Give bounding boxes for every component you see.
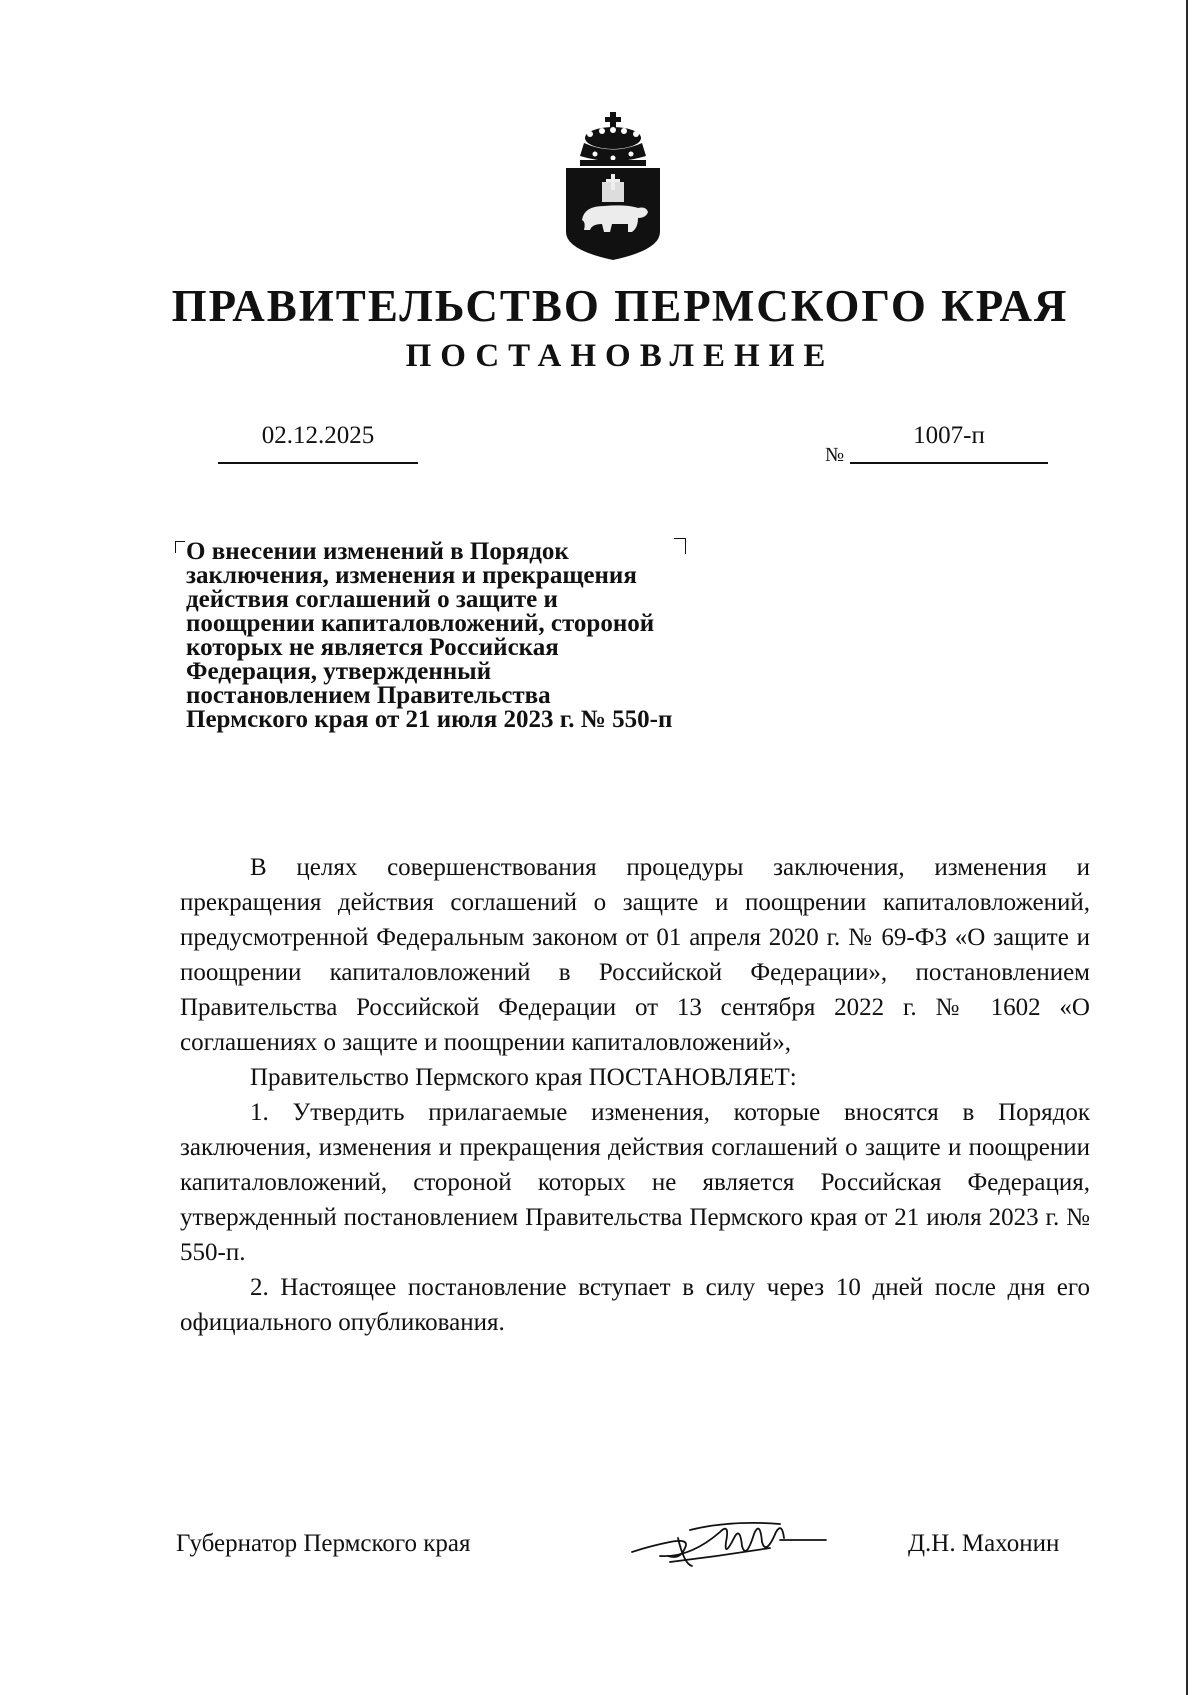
signatory-name: Д.Н. Махонин: [908, 1530, 1060, 1557]
preamble-paragraph: В целях совершенствования процедуры заключения, изменения и прекращения действия соглашений о защите и поощрении капиталовложений, предусмотренной Федеральным законом от 01 апреля 2020 г. № 69-ФЗ «О защите и поощрении капиталовложений в Российской Федерации», постановлением Правительства Российской Федерации от 13 сентября 2022 г. № 1602 «О соглашениях о защите и поощрении капиталовложений»,: [180, 854, 1090, 1056]
document-body: [180, 850, 1090, 1340]
item-1-paragraph: 1. Утвердить прилагаемые изменения, которые вносятся в Порядок заключения, изменения и прекращения действия соглашений о защите и поощрении капиталовложений, стороной которых не является Российская Федерация, утвержденный постановлением Правительства Пермского края от 21 июля 2023 г. № 550-п.: [180, 1099, 1090, 1266]
number-underline: [850, 462, 1048, 464]
signatory-title: Губернатор Пермского края: [176, 1530, 471, 1557]
handwritten-signature: [630, 1512, 830, 1572]
page-edge: [1186, 0, 1188, 1695]
document-type-title: ПОСТАНОВЛЕНИЕ: [405, 338, 835, 374]
document-number: 1007-п: [913, 422, 985, 449]
coat-of-arms-icon: [564, 110, 662, 262]
date-underline: [218, 462, 418, 464]
subject-corner-left: [175, 541, 185, 553]
document-subject: О внесении изменений в Порядок заключения, изменения и прекращения действия соглашений о защите и поощрении капиталовложений, стороной которых не является Российская Федерация, утвержденный постановлением Правительства Пермского края от 21 июля 2023 г. № 550-п: [186, 538, 673, 733]
government-title: ПРАВИТЕЛЬСТВО ПЕРМСКОГО КРАЯ: [171, 281, 1069, 331]
resolves-paragraph: Правительство Пермского края ПОСТАНОВЛЯЕТ:: [250, 1064, 797, 1091]
item-2-paragraph: 2. Настоящее постановление вступает в силу через 10 дней после дня его официального опубликования.: [180, 1274, 1090, 1336]
document-date: 02.12.2025: [261, 422, 375, 449]
number-sign: №: [825, 444, 845, 466]
